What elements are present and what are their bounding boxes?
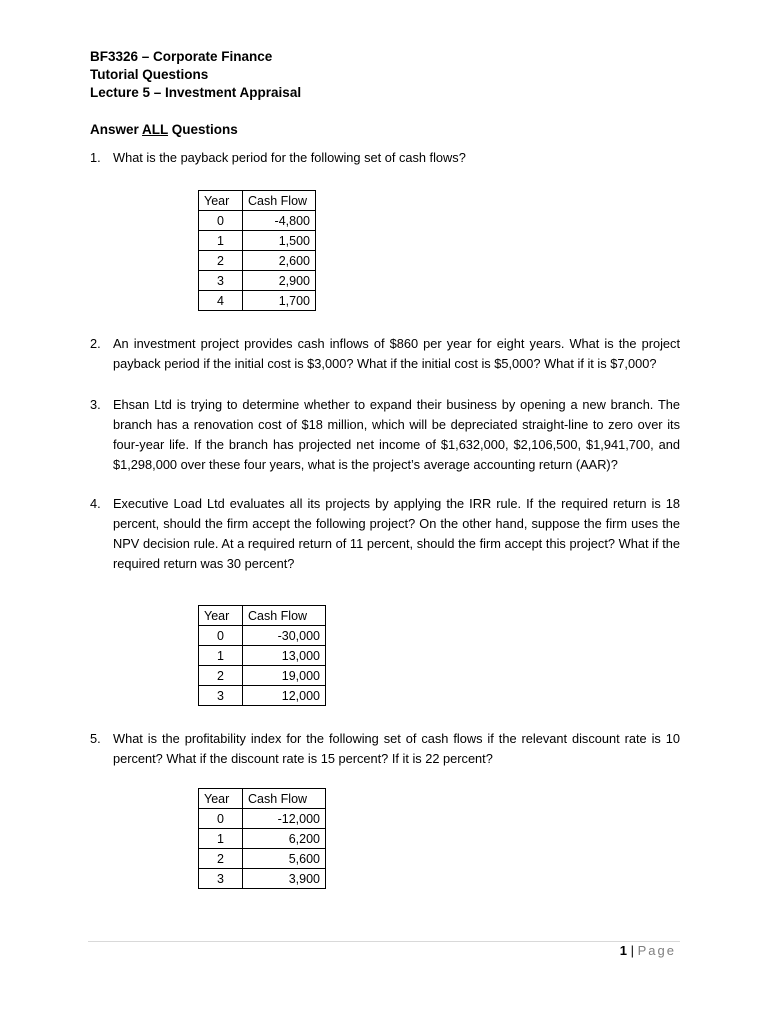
footer-divider xyxy=(88,941,680,942)
question-number: 5. xyxy=(90,731,101,746)
cash-flow-cell: 1,700 xyxy=(243,291,316,311)
cash-flow-table-2 xyxy=(198,605,326,706)
question-4 xyxy=(90,494,680,574)
table-header-row xyxy=(199,789,326,809)
year-cell: 1 xyxy=(199,829,243,849)
year-cell: 2 xyxy=(199,251,243,271)
cash-flow-cell: -30,000 xyxy=(243,626,326,646)
year-cell: 0 xyxy=(199,211,243,231)
page-footer xyxy=(620,943,676,958)
cash-flow-table-1 xyxy=(198,190,316,311)
cash-flow-cell: 2,900 xyxy=(243,271,316,291)
table-header-row xyxy=(199,191,316,211)
year-cell: 0 xyxy=(199,809,243,829)
cash-flow-cell: 3,900 xyxy=(243,869,326,889)
table-row xyxy=(199,211,316,231)
table-row xyxy=(199,849,326,869)
page-number: 1 xyxy=(619,943,628,958)
year-cell: 1 xyxy=(199,231,243,251)
page-separator: | xyxy=(627,943,638,958)
question-1 xyxy=(90,148,680,168)
year-header: Year xyxy=(199,606,243,626)
year-cell: 4 xyxy=(199,291,243,311)
cash-flow-header: Cash Flow xyxy=(243,191,316,211)
year-cell: 2 xyxy=(199,666,243,686)
cash-flow-cell: 5,600 xyxy=(243,849,326,869)
table-header-row xyxy=(199,606,326,626)
year-cell: 3 xyxy=(199,271,243,291)
table-row xyxy=(199,686,326,706)
table-row xyxy=(199,231,316,251)
cash-flow-cell: -12,000 xyxy=(243,809,326,829)
table-row xyxy=(199,291,316,311)
year-header: Year xyxy=(199,789,243,809)
table-row xyxy=(199,251,316,271)
question-text: What is the payback period for the following set of cash flows? xyxy=(113,150,466,165)
page-word: Page xyxy=(637,943,676,958)
question-text: An investment project provides cash inflows of $860 per year for eight years. What is the project payback period if the initial cost is $3,000? What if the initial cost is $5,000? What if it is $7,000? xyxy=(113,336,680,371)
cash-flow-cell: 1,500 xyxy=(243,231,316,251)
document-header xyxy=(90,48,301,102)
year-header: Year xyxy=(199,191,243,211)
table-row xyxy=(199,626,326,646)
question-5 xyxy=(90,729,680,769)
cash-flow-cell: 2,600 xyxy=(243,251,316,271)
cash-flow-cell: 6,200 xyxy=(243,829,326,849)
table-row xyxy=(199,271,316,291)
question-text: Ehsan Ltd is trying to determine whether to expand their business by opening a new branch. The branch has a renovation cost of $18 million, which will be depreciated straight-line to zero over its four-year life. If the branch has projected net income of $1,632,000, $2,106,500, $1,941,700, and $1,298,000 over these four years, what is the project’s average accounting return (AAR)? xyxy=(113,397,680,472)
instruction-after: Questions xyxy=(168,122,238,137)
cash-flow-cell: 19,000 xyxy=(243,666,326,686)
question-3 xyxy=(90,395,680,475)
cash-flow-header: Cash Flow xyxy=(243,789,326,809)
course-title: BF3326 – Corporate Finance xyxy=(90,49,273,64)
instruction xyxy=(90,122,238,137)
cash-flow-cell: -4,800 xyxy=(243,211,316,231)
cash-flow-cell: 13,000 xyxy=(243,646,326,666)
cash-flow-header: Cash Flow xyxy=(243,606,326,626)
table-row xyxy=(199,809,326,829)
question-number: 1. xyxy=(90,150,101,165)
document-type: Tutorial Questions xyxy=(90,67,209,82)
question-number: 3. xyxy=(90,397,101,412)
instruction-before: Answer xyxy=(90,122,143,137)
year-cell: 0 xyxy=(199,626,243,646)
table-row xyxy=(199,666,326,686)
year-cell: 2 xyxy=(199,849,243,869)
table-row xyxy=(199,829,326,849)
question-number: 2. xyxy=(90,336,101,351)
question-text: Executive Load Ltd evaluates all its projects by applying the IRR rule. If the required return is 18 percent, should the firm accept the following project? On the other hand, suppose the firm uses the NPV decision rule. At a required return of 11 percent, should the firm accept this project? What if the required return was 30 percent? xyxy=(113,496,680,571)
question-2 xyxy=(90,334,680,374)
cash-flow-cell: 12,000 xyxy=(243,686,326,706)
cash-flow-table-3 xyxy=(198,788,326,889)
question-number: 4. xyxy=(90,496,101,511)
instruction-underlined: ALL xyxy=(142,122,169,137)
year-cell: 3 xyxy=(199,686,243,706)
year-cell: 3 xyxy=(199,869,243,889)
table-row xyxy=(199,869,326,889)
lecture-title: Lecture 5 – Investment Appraisal xyxy=(90,85,302,100)
question-text: What is the profitability index for the following set of cash flows if the relevant discount rate is 10 percent? What if the discount rate is 15 percent? If it is 22 percent? xyxy=(113,731,680,766)
table-row xyxy=(199,646,326,666)
year-cell: 1 xyxy=(199,646,243,666)
